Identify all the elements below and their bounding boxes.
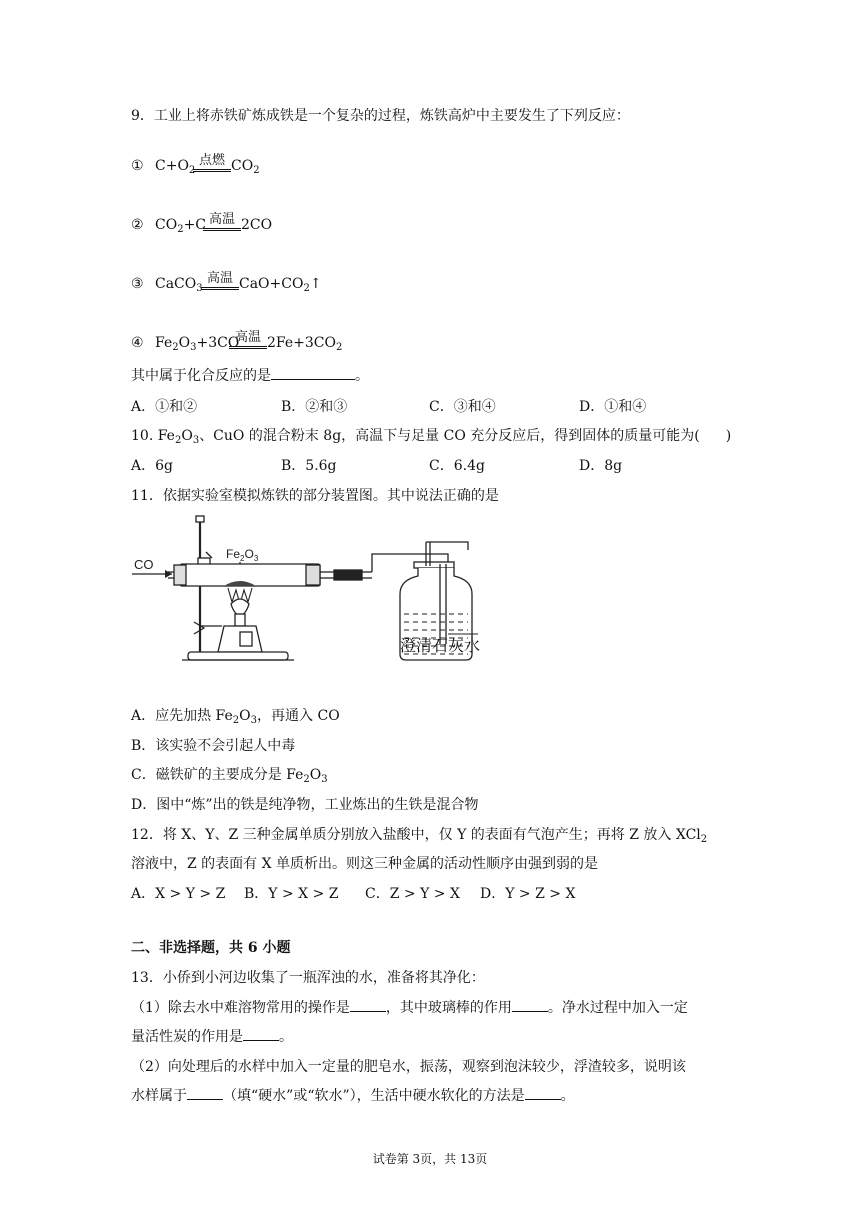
option-d[interactable]: D．Y > Z > X [480,886,576,902]
q13-part1-line2: 量活性炭的作用是 。 [131,1029,293,1045]
q10-stem: 10. $Fe_2O_3$、CuO 的混合粉末 8g，高温下与足量 CO 充分反应后，得到固体的质量可能为( ) [131,428,732,446]
condition-high-temp: 高温 [203,213,241,231]
q11-stem: 11．依据实验室模拟炼铁的部分装置图。其中说法正确的是 [131,488,499,504]
answer-blank[interactable] [243,1040,279,1041]
q9-options [131,397,751,417]
page-footer: 试卷第 3页，共 13页 [372,1152,488,1166]
q13-part2-line2: 水样属于 （填“硬水”或“软水”），生活中硬水软化的方法是 。 [131,1088,575,1104]
option-d[interactable]: D．①和④ [579,399,647,415]
q12-options [131,884,751,904]
lamp-flame [228,588,252,616]
q12-stem-line2: 溶液中，Z 的表面有 X 单质析出。则这三种金属的活动性顺序由强到弱的是 [131,856,599,872]
q9-stem: 9．工业上将赤铁矿炼成铁是一个复杂的过程，炼铁高炉中主要发生了下列反应： [131,108,630,124]
q12-stem-line1: 12．将 X、Y、Z 三种金属单质分别放入盐酸中，仅 Y 的表面有气泡产生；再将 Z 放入 XCl$_2$ [131,827,708,845]
glass-tube [180,564,320,586]
reaction-1: ① $C+O_2$ 点燃 $CO_2$ [131,153,260,176]
fe2o3-label: $Fe_2O_3$ [226,547,259,563]
option-d[interactable]: D．8g [579,458,623,474]
answer-blank[interactable] [512,1011,548,1012]
q13-stem: 13．小侨到小河边收集了一瓶浑浊的水，准备将其净化： [131,970,485,986]
reaction-4: ④ $Fe_2O_3+3CO$ 高温 $2Fe+3CO_2$ [131,330,343,353]
q11-option-d[interactable]: D．图中“炼”出的铁是纯净物，工业炼出的生铁是混合物 [131,797,479,813]
co-label: CO [134,557,154,572]
option-b[interactable]: B．5.6g [281,458,337,474]
option-a[interactable]: A．X > Y > Z [131,886,226,902]
answer-blank[interactable] [271,379,355,380]
option-c[interactable]: C．③和④ [429,399,496,415]
q10-options [131,456,751,476]
option-c[interactable]: C．6.4g [429,458,485,474]
answer-blank[interactable] [187,1099,223,1100]
answer-blank[interactable] [350,1011,386,1012]
reaction-2: ② $CO_2+C$ 高温 2CO [131,212,273,235]
stand-base [188,652,288,660]
q13-part1-line1: （1）除去水中难溶物常用的操作是 ，其中玻璃棒的作用 。净水过程中加入一定 [131,1000,688,1016]
answer-blank[interactable] [525,1099,561,1100]
option-b[interactable]: B．②和③ [281,399,348,415]
section-heading: 二、非选择题，共 6 小题 [131,940,291,956]
option-a[interactable]: A．①和② [131,399,198,415]
option-c[interactable]: C．Z > Y > X [365,886,460,902]
ironmaking-apparatus-diagram [128,514,508,670]
q11-option-a[interactable]: A．应先加热 $Fe_2O_3$，再通入 CO [131,708,340,726]
limewater-label: 澄清石灰水 [400,638,481,655]
bottle-stopper [414,562,454,568]
rubber-tube [334,570,362,580]
option-b[interactable]: B．Y > X > Z [244,886,339,902]
condition-high-temp: 高温 [201,272,239,290]
reaction-3: ③ CaCO$_3$ 高温 $CaO+CO_2↑$ [131,271,322,294]
condition-high-temp: 高温 [229,331,267,349]
q13-part2-line1: （2）向处理后的水样中加入一定量的肥皂水，振荡，观察到泡沫较少，浮渣较多，说明该 [131,1059,686,1075]
condition-ignite: 点燃 [193,154,231,172]
option-a[interactable]: A．6g [131,458,173,474]
q9-question: 其中属于化合反应的是 。 [131,368,369,384]
q11-option-c[interactable]: C．磁铁矿的主要成分是 $Fe_2O_3$ [131,767,328,785]
q11-option-b[interactable]: B．该实验不会引起人中毒 [131,738,296,754]
